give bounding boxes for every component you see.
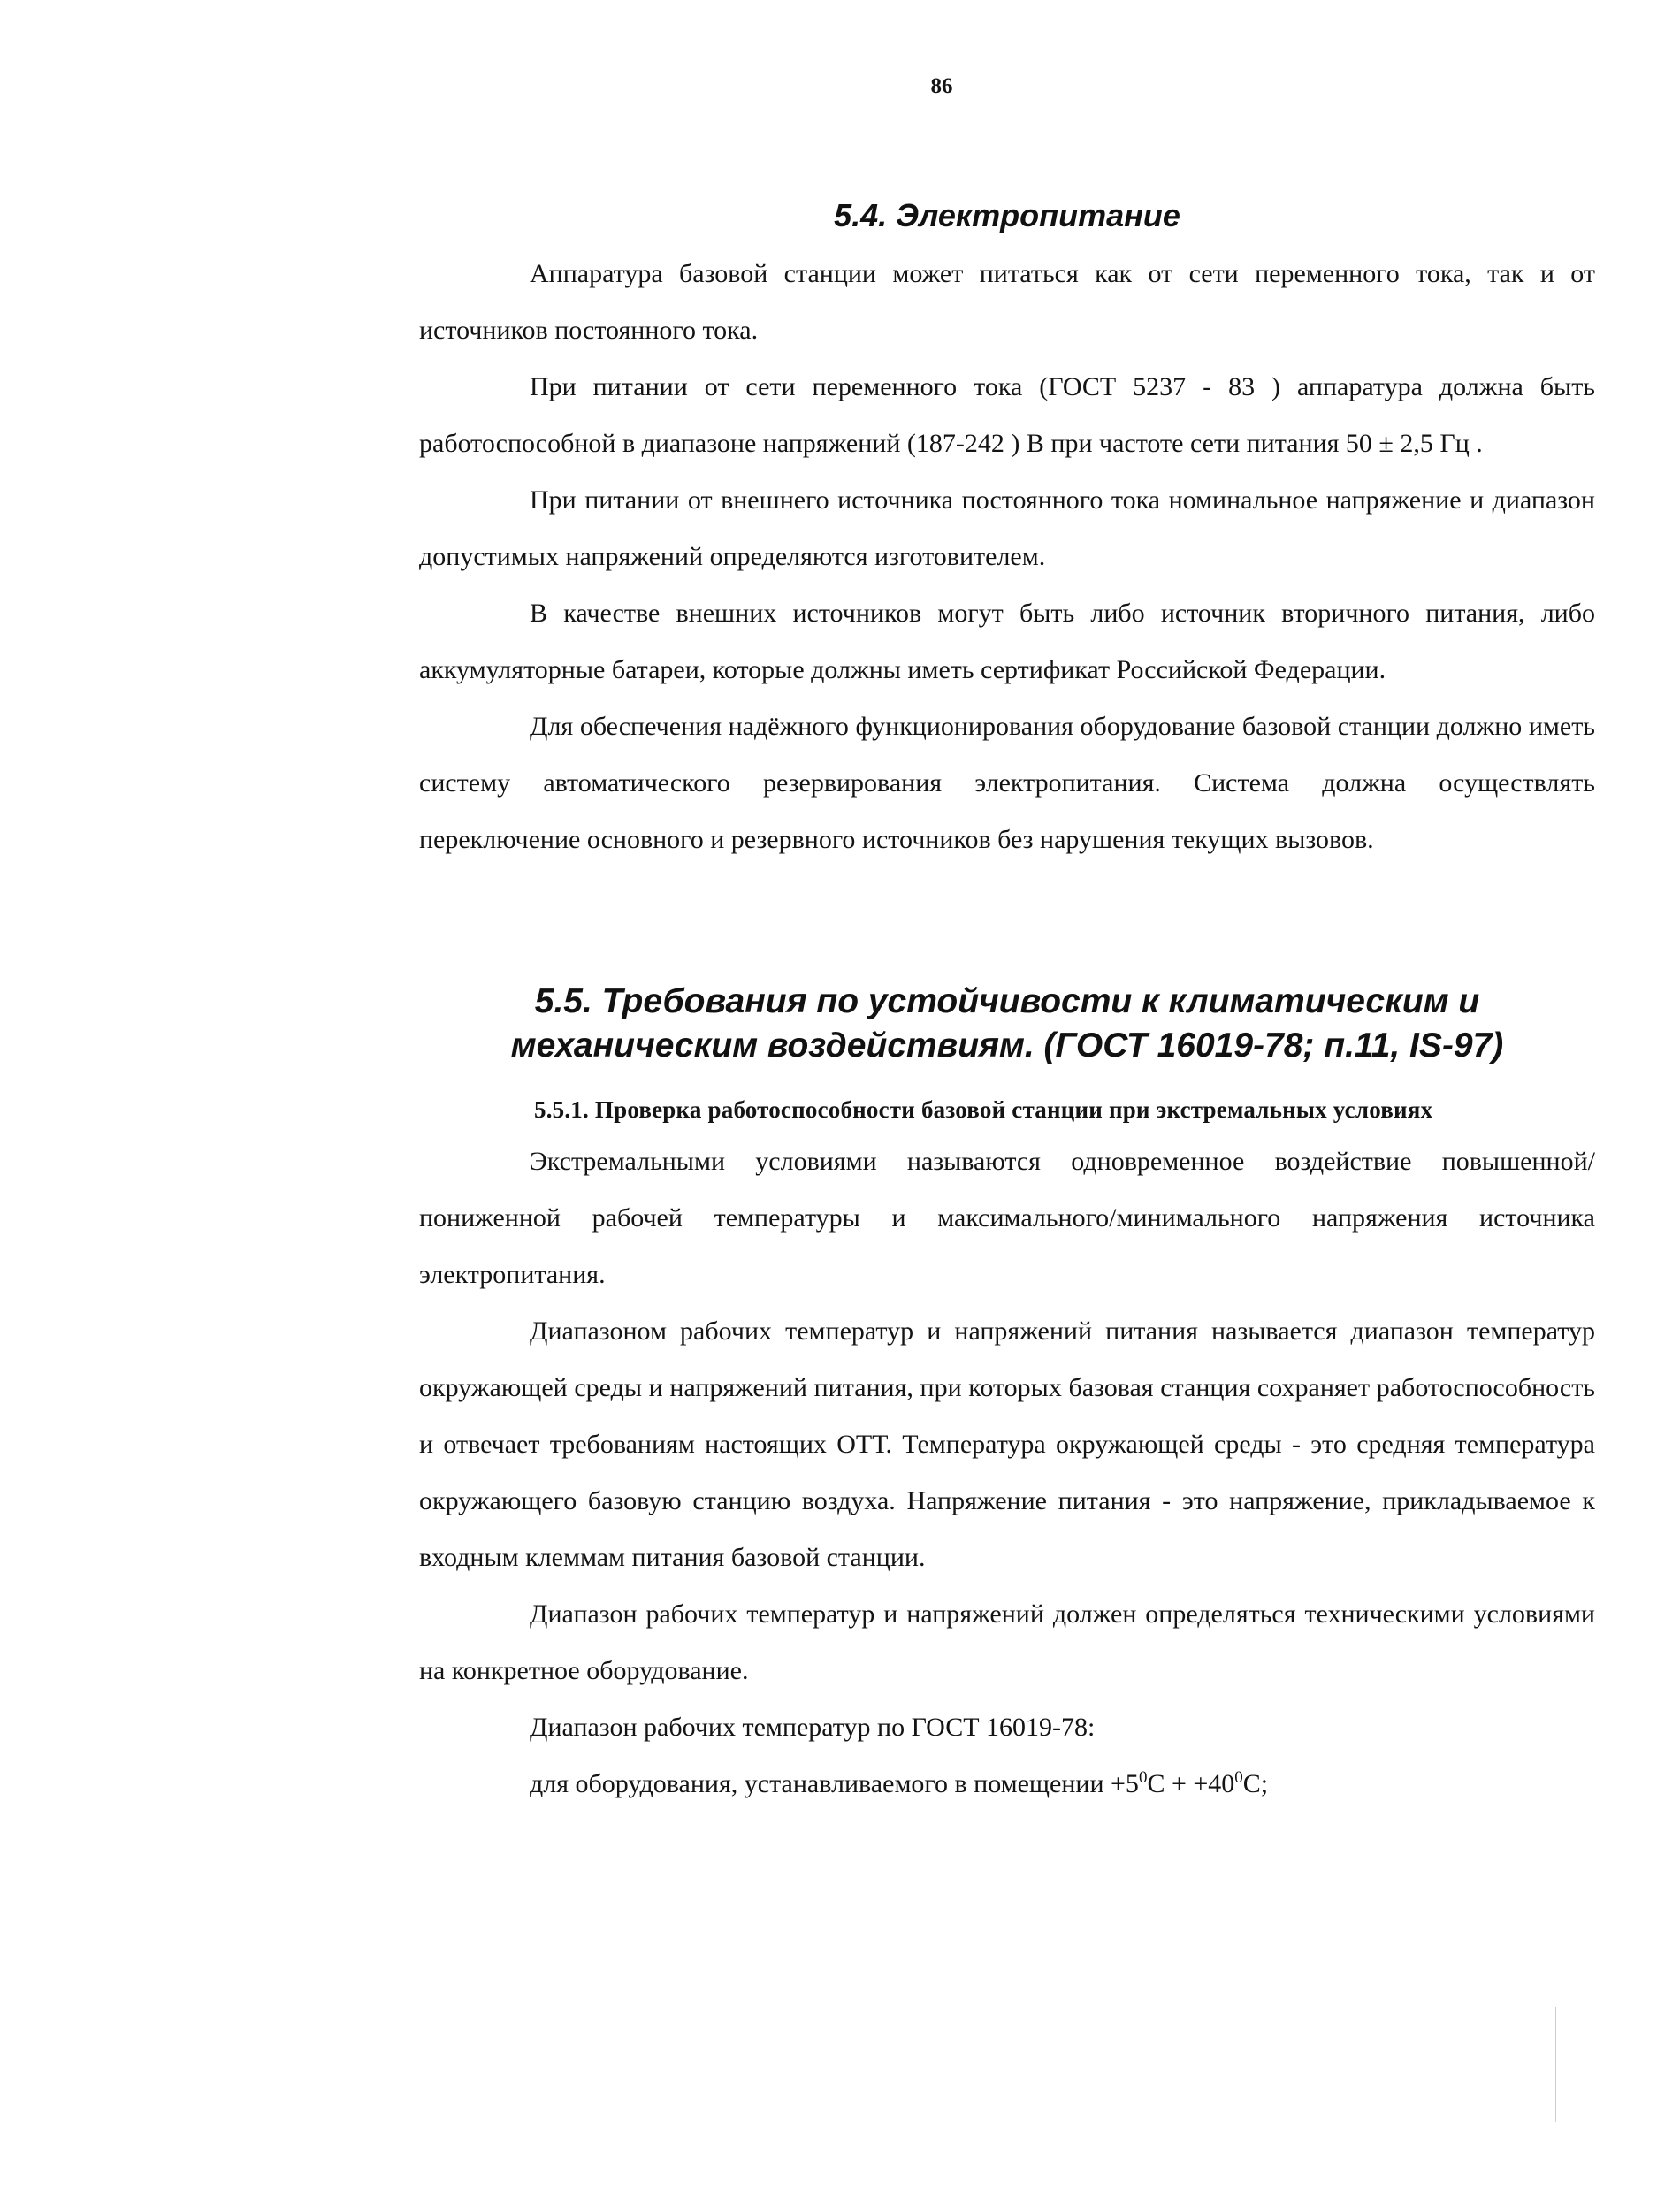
document-body — [419, 196, 1595, 1813]
temperature-range-text: для оборудования, устанавливаемого в помещении +5 — [530, 1769, 1139, 1798]
section-5-5-heading-line2: механическим воздействиям. (ГОСТ 16019-78; п.11, IS-97) — [510, 1026, 1504, 1065]
section-5-5-heading — [419, 980, 1595, 1068]
paragraph-5-5-1-4: Диапазон рабочих температур по ГОСТ 16019-78: — [530, 1713, 1096, 1742]
paragraph-5-4-2: При питании от сети переменного тока (ГОСТ 5237 - 83 ) аппаратура должна быть работоспособной в диапазоне напряжений (187-242 ) В при частоте сети питания 50 ± 2,5 Гц . — [419, 372, 1595, 458]
degree-mark-1: 0 — [1138, 1768, 1148, 1787]
temperature-range-line — [419, 1756, 1595, 1813]
subsection-5-5-1-heading: 5.5.1. Проверка работоспособности базовой станции при экстремальных условиях — [534, 1096, 1433, 1123]
paragraph-5-5-1-3: Диапазон рабочих температур и напряжений должен определяться техническими условиями на конкретное оборудование. — [419, 1599, 1595, 1685]
temperature-range-tail: С; — [1242, 1769, 1269, 1798]
page-number: 86 — [930, 74, 953, 98]
temperature-range-mid: С + +40 — [1147, 1769, 1235, 1798]
scan-edge-line — [1555, 2007, 1556, 2122]
degree-mark-2: 0 — [1234, 1768, 1243, 1787]
paragraph-5-5-1-1: Экстремальными условиями называются одновременное воздействие повышенной/пониженной рабочей температуры и максимального/минимального напряжения источника электропитания. — [419, 1147, 1595, 1289]
paragraph-5-4-4: В качестве внешних источников могут быть либо источник вторичного питания, либо аккумуляторные батареи, которые должны иметь сертификат Российской Федерации. — [419, 599, 1595, 684]
paragraph-5-4-3: При питании от внешнего источника постоянного тока номинальное напряжение и диапазон допустимых напряжений определяются изготовителем. — [419, 485, 1595, 571]
section-5-5-heading-line1: 5.5. Требования по устойчивости к климатическим и — [534, 982, 1480, 1020]
section-5-4-heading: 5.4. Электропитание — [834, 197, 1180, 233]
paragraph-5-4-5: Для обеспечения надёжного функционирования оборудование базовой станции должно иметь систему автоматического резервирования электропитания. Система должна осуществлять переключение основного и резервного источников без нарушения текущих вызовов. — [419, 712, 1595, 854]
paragraph-5-5-1-2: Диапазоном рабочих температур и напряжений питания называется диапазон температур окружающей среды и напряжений питания, при которых базовая станция сохраняет работоспособность и отвечает требованиям настоящих ОТТ. Температура окружающей среды - это средняя температура окружающего базовую станцию воздуха. Напряжение питания - это напряжение, прикладываемое к входным клеммам питания базовой станции. — [419, 1317, 1595, 1572]
paragraph-5-4-1: Аппаратура базовой станции может питаться как от сети переменного тока, так и от источников постоянного тока. — [419, 259, 1595, 345]
